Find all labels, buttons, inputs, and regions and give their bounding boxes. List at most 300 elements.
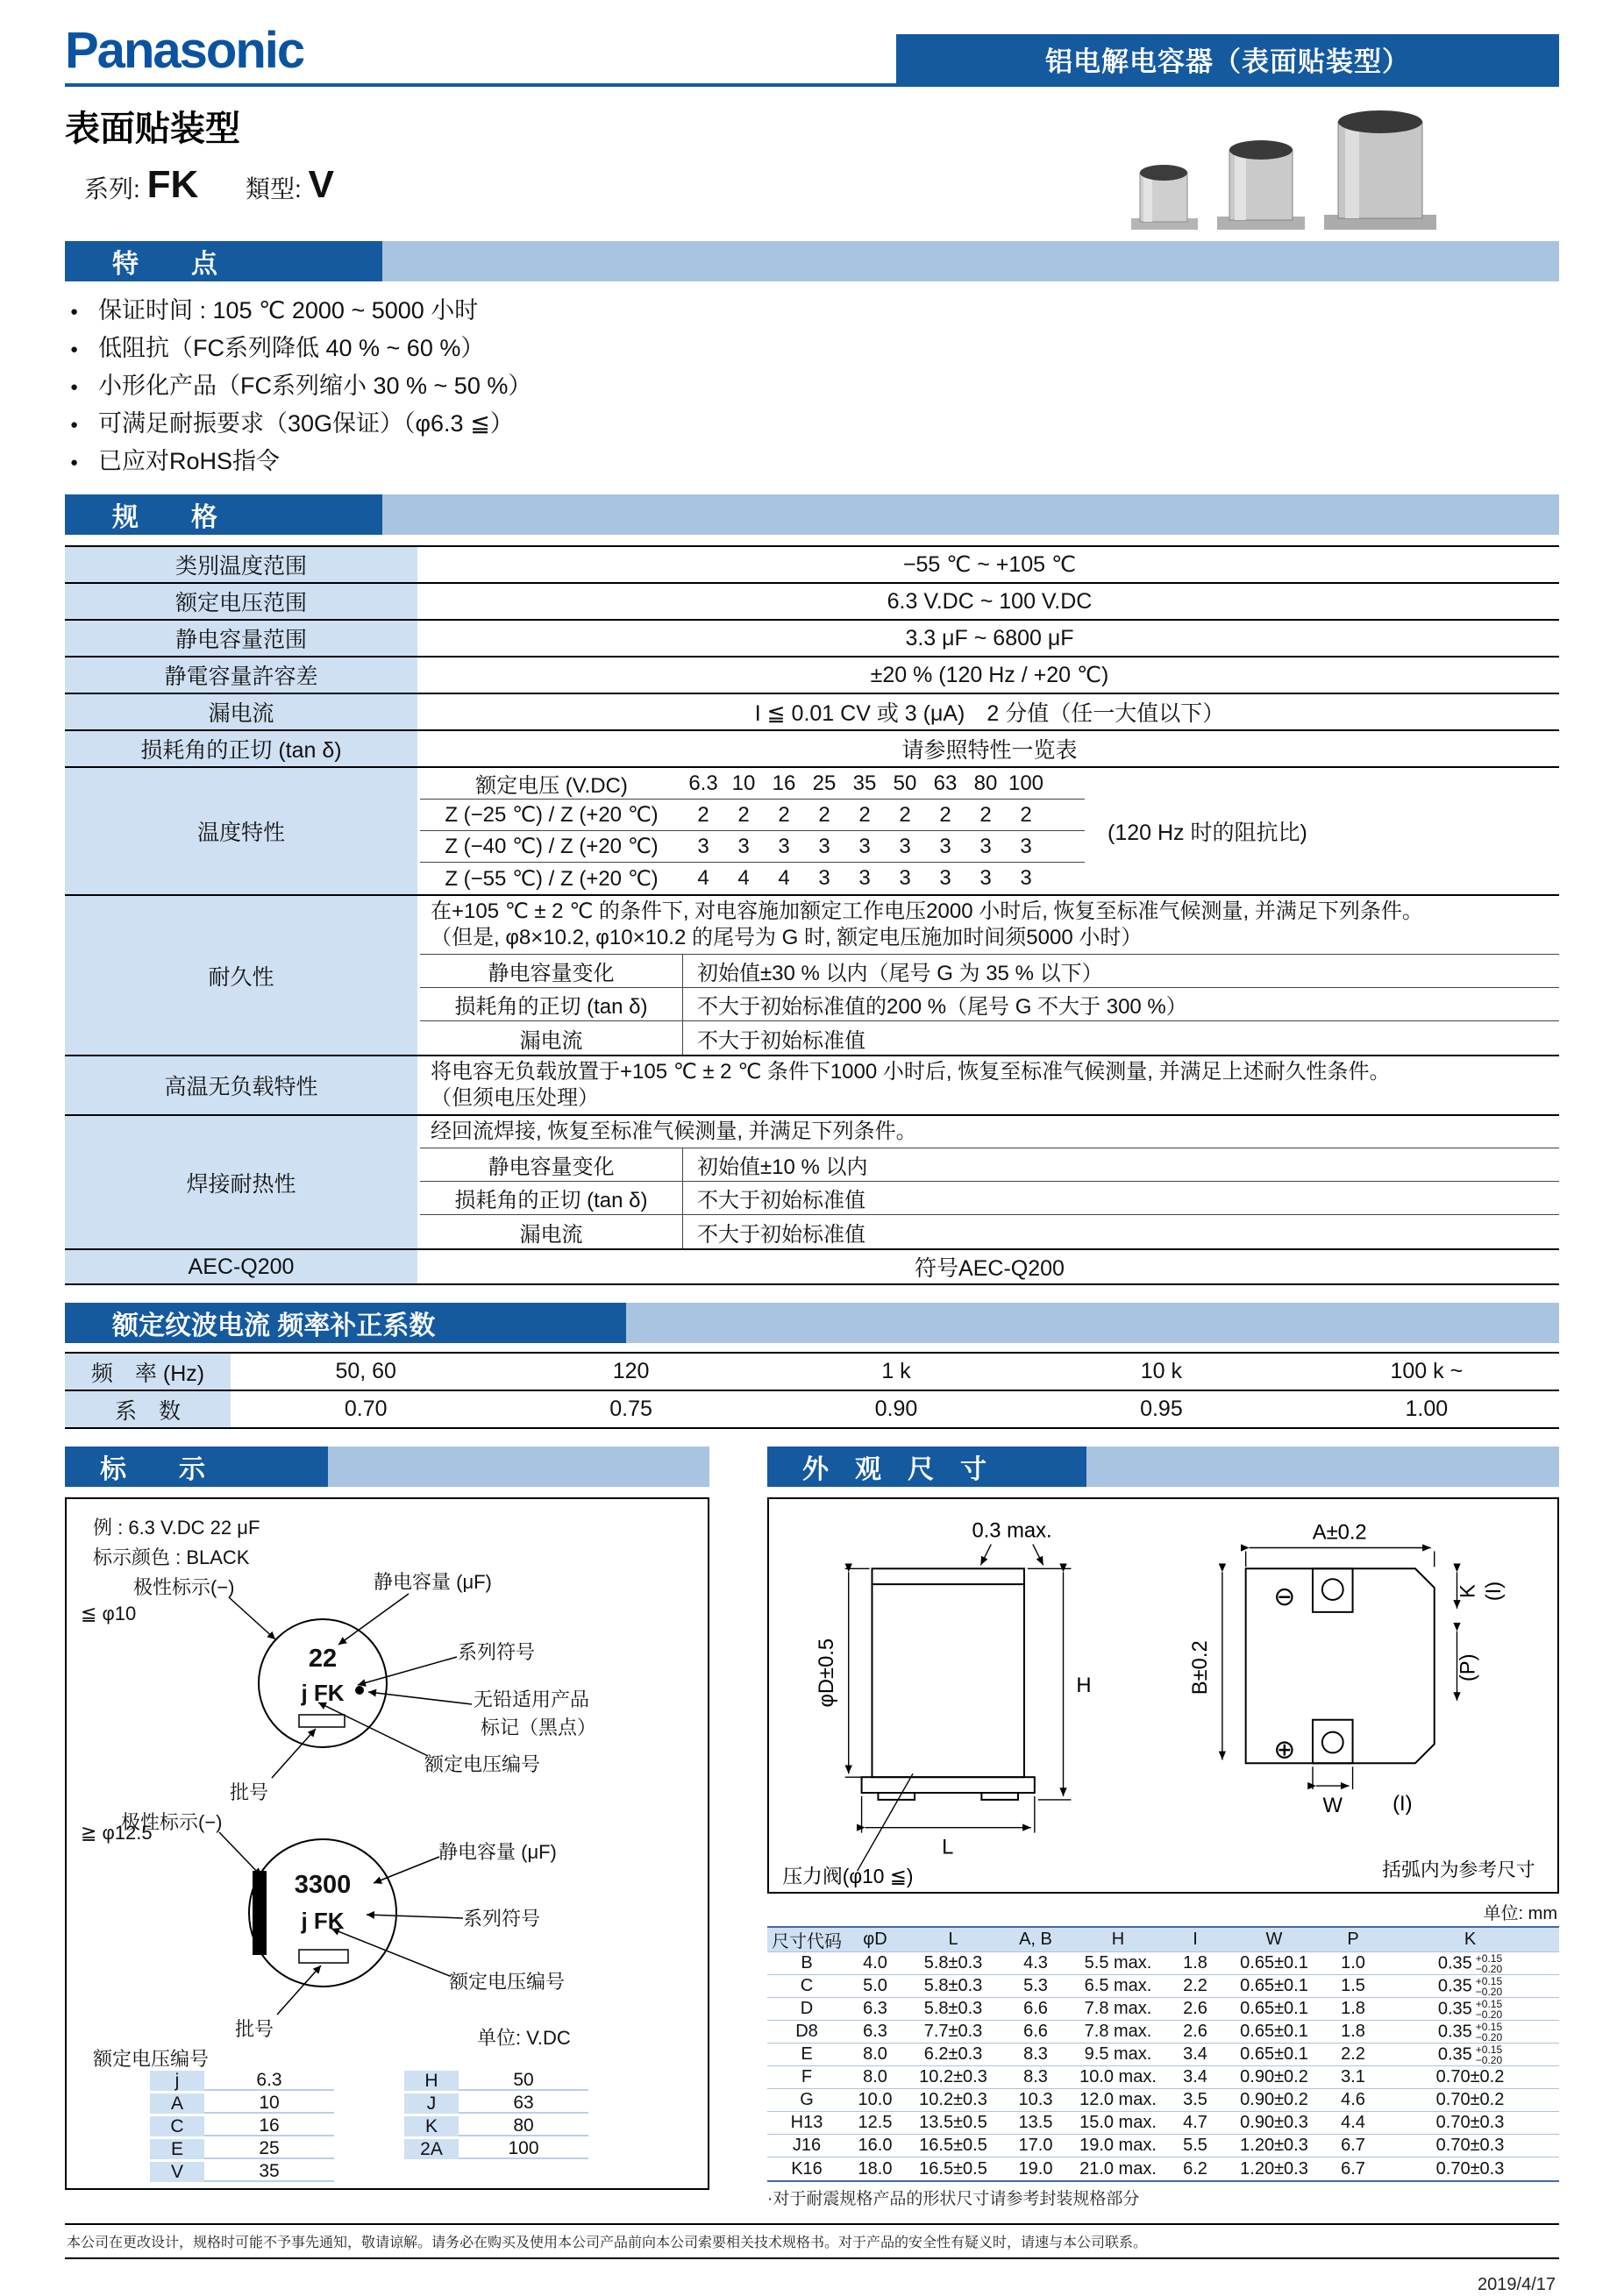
feature-item: ● 已应对RoHS指令 bbox=[68, 443, 1559, 480]
table-cell: L bbox=[948, 1930, 958, 1949]
table-cell: 额定电压 (V.DC) bbox=[475, 774, 628, 798]
table-cell: 4.6 bbox=[1341, 2090, 1365, 2109]
page-title: 表面贴装型 bbox=[65, 110, 240, 148]
ripple-bar-extension bbox=[626, 1303, 1559, 1343]
table-cell: 12.5 bbox=[858, 2113, 893, 2132]
table-cell: J bbox=[404, 2093, 459, 2114]
table-cell: 10 bbox=[204, 2093, 334, 2114]
table-cell: 3 bbox=[939, 834, 951, 858]
temperature-note: (120 Hz 时的阻抗比) bbox=[1108, 821, 1307, 845]
table-cell: 3 bbox=[1020, 866, 1032, 890]
large-size-label: ≧ φ12.5 bbox=[81, 1822, 153, 1844]
feature-item: ● 保证时间 : 105 ℃ 2000 ~ 5000 小时 bbox=[68, 292, 1559, 330]
pressure-valve-label: 压力阀(φ10 ≦) bbox=[782, 1865, 914, 1888]
table-cell: 6.3 bbox=[863, 2022, 887, 2041]
durability-content bbox=[420, 896, 1559, 1055]
spec-row-tolerance bbox=[65, 658, 1559, 694]
table-cell: J16 bbox=[792, 2136, 822, 2155]
sub-label: 漏电流 bbox=[420, 1215, 683, 1248]
table-row bbox=[767, 1928, 1559, 1952]
table-cell: 2 bbox=[979, 802, 992, 827]
small-capacitance-label: 静电容量 (μF) bbox=[374, 1571, 492, 1593]
marking-box bbox=[65, 1497, 709, 2190]
table-cell: 35 bbox=[204, 2162, 334, 2182]
table-cell: 6.3 bbox=[688, 771, 718, 795]
table-cell: 5.5 bbox=[1183, 2136, 1207, 2155]
table-cell: 3 bbox=[697, 834, 709, 858]
table-cell: 6.3 bbox=[204, 2071, 334, 2091]
soldering-intro: 经回流焊接, 恢复至标准气候测量, 并满足下列条件。 bbox=[420, 1116, 1559, 1148]
durability-intro bbox=[420, 896, 1559, 955]
table-cell: 16.5±0.5 bbox=[919, 2136, 987, 2155]
table-cell: 5.8±0.3 bbox=[923, 1999, 983, 2018]
sub-value: 初始值±10 % 以内 bbox=[697, 1155, 868, 1179]
table-cell: 3 bbox=[939, 866, 951, 890]
table-cell: 15.0 max. bbox=[1079, 2113, 1157, 2132]
table-row bbox=[150, 2093, 334, 2114]
voltage-code-table-right bbox=[404, 2071, 588, 2162]
spec-value: I ≦ 0.01 CV 或 3 (μA) 2 分值（任一大值以下） bbox=[754, 701, 1225, 726]
table-cell: 1.00 bbox=[1405, 1397, 1449, 1421]
table-cell: 2 bbox=[858, 802, 871, 827]
table-cell: 50 bbox=[459, 2071, 588, 2091]
table-row bbox=[767, 2089, 1559, 2112]
sub-label: 漏电流 bbox=[420, 1021, 683, 1055]
soldering-content bbox=[420, 1116, 1559, 1248]
table-cell: 0.35 +0.15 −0.20 bbox=[1437, 2043, 1503, 2066]
marking-color: 标示颜色 : BLACK bbox=[93, 1546, 250, 1568]
large-lot-label: 批号 bbox=[235, 2018, 274, 2040]
table-cell: 6.6 bbox=[1023, 2022, 1048, 2041]
table-cell: 16 bbox=[204, 2116, 334, 2136]
table-cell: 0.65±0.1 bbox=[1240, 1976, 1308, 1995]
small-series-symbol-label: 系列符号 bbox=[458, 1641, 536, 1663]
table-cell: 1.8 bbox=[1341, 2022, 1365, 2041]
table-row bbox=[65, 1391, 1559, 1429]
leadfree-label-line2: 标记（黑点） bbox=[481, 1717, 597, 1738]
table-cell: 0.65±0.1 bbox=[1240, 2044, 1308, 2064]
table-cell: 10.0 max. bbox=[1079, 2067, 1157, 2086]
high-temp-line1: 将电容无负载放置于+105 ℃ ± 2 ℃ 条件下1000 小时后, 恢复至标准气候测量, 并满足上述耐久性条件。 bbox=[431, 1060, 1391, 1084]
table-cell: 1.5 bbox=[1341, 1976, 1365, 1995]
table-row bbox=[767, 2044, 1559, 2066]
table-cell: 9.5 max. bbox=[1084, 2044, 1152, 2064]
table-cell: 3 bbox=[1020, 834, 1032, 858]
table-cell: 18.0 bbox=[858, 2158, 893, 2179]
table-cell: 100 k ~ bbox=[1390, 1359, 1464, 1383]
table-row bbox=[767, 2135, 1559, 2157]
table-cell: 1.0 bbox=[1341, 1953, 1365, 1973]
table-cell: 尺寸代码 bbox=[772, 1932, 842, 1951]
table-cell: j bbox=[150, 2071, 204, 2091]
panasonic-logo: Panasonic bbox=[65, 22, 304, 79]
table-cell: 8.3 bbox=[1023, 2067, 1048, 2086]
table-cell: 4.0 bbox=[863, 1953, 887, 1973]
table-cell: 17.0 bbox=[1018, 2136, 1053, 2155]
table-cell: 2 bbox=[1020, 802, 1032, 827]
spec-value: 符号AEC-Q200 bbox=[915, 1256, 1065, 1281]
table-cell: 3 bbox=[899, 834, 911, 858]
spec-label: 耐久性 bbox=[65, 896, 420, 1055]
dimension-table bbox=[767, 1926, 1559, 2182]
sub-label: 损耗角的正切 (tan δ) bbox=[420, 1182, 683, 1214]
voltage-code-table-left bbox=[150, 2071, 334, 2185]
dim-label-l: L bbox=[942, 1835, 954, 1859]
table-cell: 5.8±0.3 bbox=[923, 1976, 983, 1995]
table-cell: 2 bbox=[939, 802, 951, 827]
table-cell: 3 bbox=[818, 834, 830, 858]
table-cell: 2.2 bbox=[1341, 2044, 1365, 2064]
dim-label-p: (P) bbox=[1456, 1653, 1480, 1682]
table-cell: 2 bbox=[697, 802, 709, 827]
spec-label: 温度特性 bbox=[65, 768, 420, 894]
table-cell: D8 bbox=[795, 2022, 818, 2041]
table-cell: 80 bbox=[973, 771, 998, 795]
table-cell: 3.4 bbox=[1183, 2067, 1207, 2086]
table-cell: 0.35 +0.15 −0.20 bbox=[1437, 1997, 1503, 2021]
table-cell: K16 bbox=[791, 2158, 823, 2179]
table-cell: 3 bbox=[818, 866, 830, 890]
table-cell: E bbox=[801, 2044, 813, 2064]
table-cell: 频 率 (Hz) bbox=[65, 1354, 233, 1390]
dim-label-i-bottom: (I) bbox=[1393, 1791, 1413, 1816]
section-header-dimensions bbox=[767, 1447, 1559, 1487]
table-row bbox=[150, 2116, 334, 2136]
table-cell: K bbox=[404, 2116, 459, 2136]
table-cell: K bbox=[1464, 1930, 1477, 1949]
table-cell: 0.90±0.2 bbox=[1240, 2090, 1308, 2109]
spec-label: 静电容量范围 bbox=[65, 621, 420, 656]
table-cell: H bbox=[1111, 1930, 1125, 1949]
dim-label-b: B±0.2 bbox=[1188, 1640, 1213, 1695]
table-cell: 6.7 bbox=[1341, 2136, 1365, 2155]
ripple-title: 额定纹波电流 频率补正系数 bbox=[65, 1303, 626, 1343]
table-cell: φD bbox=[863, 1930, 887, 1949]
table-cell: 2.6 bbox=[1183, 2022, 1207, 2041]
table-cell: 50 bbox=[893, 771, 917, 795]
table-cell: 19.0 max. bbox=[1079, 2136, 1157, 2155]
page-footer bbox=[65, 2223, 1559, 2295]
temperature-content bbox=[420, 768, 1559, 894]
table-cell: 系 数 bbox=[65, 1391, 233, 1427]
marking-bar-extension bbox=[328, 1447, 709, 1487]
table-cell: 2.2 bbox=[1183, 1976, 1207, 1995]
plus-terminal-icon: ⊕ bbox=[1273, 1735, 1296, 1765]
section-header-ripple bbox=[65, 1303, 1559, 1343]
table-cell: 6.2±0.3 bbox=[923, 2044, 983, 2064]
table-cell: C bbox=[150, 2116, 204, 2136]
table-cell: 4.3 bbox=[1023, 1953, 1048, 1973]
table-cell: 4 bbox=[697, 866, 709, 890]
table-cell: V bbox=[150, 2162, 204, 2182]
dimensions-section bbox=[767, 1447, 1559, 2209]
table-cell: 2.6 bbox=[1183, 1999, 1207, 2018]
table-cell: 5.8±0.3 bbox=[923, 1953, 983, 1973]
table-cell: 8.3 bbox=[1023, 2044, 1048, 2064]
dim-label-h: H bbox=[1076, 1674, 1092, 1698]
table-cell: 1.8 bbox=[1341, 1999, 1365, 2018]
table-cell: 4.4 bbox=[1341, 2113, 1365, 2132]
table-cell: 13.5 bbox=[1018, 2113, 1053, 2132]
spec-label: 类別温度范围 bbox=[65, 547, 420, 582]
table-cell: 0.65±0.1 bbox=[1240, 1953, 1308, 1973]
spec-label: 焊接耐热性 bbox=[65, 1116, 420, 1248]
marking-section bbox=[65, 1447, 709, 2209]
dimensions-unit-label: 单位: mm bbox=[1483, 1904, 1557, 1923]
table-cell: 80 bbox=[459, 2116, 588, 2136]
table-row bbox=[404, 2071, 588, 2091]
spec-label: 额定电压范围 bbox=[65, 584, 420, 619]
dim-label-w: W bbox=[1322, 1793, 1343, 1817]
voltage-code-table-title: 额定电压编号 bbox=[93, 2048, 210, 2070]
table-row bbox=[767, 2066, 1559, 2089]
spec-row-soldering bbox=[65, 1116, 1559, 1250]
spec-value: 请参照特性一览表 bbox=[901, 738, 1078, 763]
table-row bbox=[65, 1354, 1559, 1391]
table-cell: 2 bbox=[737, 802, 750, 827]
table-cell: 7.7±0.3 bbox=[923, 2022, 983, 2041]
table-cell: 0.90±0.3 bbox=[1240, 2113, 1308, 2132]
sub-value: 不大于初始标准值的200 %（尾号 G 不大于 300 %） bbox=[697, 995, 1187, 1019]
table-cell: 0.95 bbox=[1140, 1397, 1183, 1421]
spec-row-high-temp bbox=[65, 1056, 1559, 1116]
table-cell: 35 bbox=[852, 771, 877, 795]
table-cell: 5.3 bbox=[1023, 1976, 1048, 1995]
table-cell: 16 bbox=[772, 771, 796, 795]
table-cell: 25 bbox=[812, 771, 837, 795]
specs-bar-extension bbox=[382, 494, 1559, 535]
dimensions-bar-extension bbox=[1086, 1447, 1559, 1487]
table-cell: 0.90 bbox=[874, 1397, 918, 1421]
large-series-code: j FK bbox=[301, 1908, 345, 1934]
table-cell: 2 bbox=[778, 802, 790, 827]
spec-label: 损耗角的正切 (tan δ) bbox=[65, 731, 420, 766]
durability-sub-row bbox=[420, 955, 1559, 988]
spec-row-leakage bbox=[65, 694, 1559, 731]
disclaimer-text: 本公司在更改设计，规格时可能不予事先通知，敬请谅解。请务必在购买及使用本公司产品前向本公司索要相关技术规格书。对于产品的安全性有疑义时，请速与本公司联系。 bbox=[65, 2223, 1559, 2259]
spec-row-durability bbox=[65, 896, 1559, 1056]
table-cell: 10.2±0.3 bbox=[919, 2067, 987, 2086]
spec-table bbox=[65, 545, 1559, 1285]
sub-value: 不大于初始标准值 bbox=[697, 1028, 865, 1053]
table-cell: 0.70±0.3 bbox=[1435, 2158, 1505, 2179]
durability-intro-line1: 在+105 ℃ ± 2 ℃ 的条件下, 对电容施加额定工作电压2000 小时后, 恢复至标准气候测量, 并满足下列条件。 bbox=[431, 899, 1423, 923]
table-cell: 2 bbox=[899, 802, 911, 827]
table-cell: 10 bbox=[731, 771, 756, 795]
spec-row-tan-delta bbox=[65, 731, 1559, 768]
table-cell: I bbox=[1193, 1930, 1198, 1949]
feature-list bbox=[68, 292, 1559, 480]
table-cell: 0.70±0.3 bbox=[1435, 2113, 1505, 2132]
table-cell: 25 bbox=[204, 2139, 334, 2159]
table-cell: 5.5 max. bbox=[1084, 1953, 1152, 1973]
leadfree-label-line1: 无铅适用产品 bbox=[474, 1688, 590, 1710]
table-cell: H13 bbox=[790, 2113, 823, 2132]
large-voltage-code-label: 额定电压编号 bbox=[449, 1971, 566, 1993]
table-cell: 1.20±0.3 bbox=[1240, 2136, 1308, 2155]
table-row bbox=[420, 831, 1085, 863]
table-cell: 63 bbox=[459, 2093, 588, 2114]
table-cell: C bbox=[800, 1976, 814, 1995]
table-cell: 6.7 bbox=[1341, 2158, 1365, 2179]
table-cell: 0.70±0.3 bbox=[1435, 2136, 1505, 2155]
voltage-unit-label: 单位: V.DC bbox=[477, 2027, 571, 2049]
table-cell: 100 bbox=[459, 2139, 588, 2159]
table-cell: 19.0 bbox=[1018, 2158, 1053, 2179]
table-row bbox=[767, 2021, 1559, 2044]
title-block bbox=[65, 101, 1559, 232]
table-cell: 3 bbox=[979, 834, 992, 858]
table-cell: 50, 60 bbox=[335, 1359, 396, 1383]
table-cell: P bbox=[1347, 1930, 1359, 1949]
table-cell: 0.70±0.2 bbox=[1435, 2090, 1505, 2109]
dim-label-a: A±0.2 bbox=[1312, 1520, 1367, 1545]
table-cell: A, B bbox=[1019, 1930, 1052, 1949]
table-cell: 0.65±0.1 bbox=[1240, 2022, 1308, 2041]
section-header-specs bbox=[65, 494, 1559, 535]
table-cell: 8.0 bbox=[863, 2044, 887, 2064]
header-banner: 铝电解电容器（表面贴装型） bbox=[896, 34, 1559, 83]
table-cell: 2A bbox=[404, 2139, 459, 2159]
durability-sub-row bbox=[420, 988, 1559, 1021]
table-row bbox=[767, 1998, 1559, 2021]
spec-row-temp-range bbox=[65, 547, 1559, 584]
section-header-marking bbox=[65, 1447, 709, 1487]
table-cell: A bbox=[150, 2093, 204, 2114]
table-cell: 1.20±0.3 bbox=[1240, 2158, 1308, 2179]
table-cell: 0.70±0.2 bbox=[1435, 2067, 1505, 2086]
table-cell: 120 bbox=[612, 1359, 650, 1383]
table-cell: 4 bbox=[778, 866, 790, 890]
marking-title: 标 示 bbox=[65, 1447, 328, 1487]
dimension-table-note: ·对于耐震规格产品的形状尺寸请参考封装规格部分 bbox=[767, 2190, 1140, 2208]
table-cell: Z (−40 ℃) / Z (+20 ℃) bbox=[445, 835, 659, 858]
series-value: FK bbox=[146, 163, 199, 206]
sub-label: 静电容量变化 bbox=[420, 955, 683, 987]
table-cell: 0.75 bbox=[609, 1397, 652, 1421]
table-cell: 7.8 max. bbox=[1084, 1999, 1152, 2018]
feature-item: ● 可满足耐振要求（30G保证）（φ6.3 ≦） bbox=[68, 405, 1559, 443]
table-cell: 0.65±0.1 bbox=[1240, 1999, 1308, 2018]
table-row bbox=[420, 800, 1085, 831]
sub-value: 不大于初始标准值 bbox=[697, 1222, 865, 1247]
table-cell: D bbox=[800, 1999, 814, 2018]
table-cell: 6.6 bbox=[1023, 1999, 1048, 2018]
table-cell: G bbox=[800, 2090, 814, 2109]
dimension-drawing-box bbox=[767, 1497, 1559, 1894]
table-cell: 3 bbox=[858, 834, 871, 858]
table-cell: W bbox=[1265, 1930, 1283, 1949]
durability-sub-row bbox=[420, 1021, 1559, 1055]
sub-value: 初始值±30 % 以内（尾号 G 为 35 % 以下） bbox=[697, 962, 1103, 985]
sub-label: 静电容量变化 bbox=[420, 1148, 683, 1181]
table-row bbox=[150, 2071, 334, 2091]
small-size-label: ≦ φ10 bbox=[81, 1603, 137, 1624]
spec-label: 高温无负载特性 bbox=[65, 1056, 420, 1114]
table-cell: 10.2±0.3 bbox=[919, 2090, 987, 2109]
table-cell: B bbox=[801, 1953, 813, 1973]
dim-label-i-top: (I) bbox=[1482, 1581, 1506, 1602]
table-cell: 4 bbox=[737, 866, 750, 890]
table-cell: 0.90±0.2 bbox=[1240, 2067, 1308, 2086]
capacitor-photos-icon bbox=[1124, 96, 1457, 249]
small-voltage-code-label: 额定电压编号 bbox=[424, 1753, 541, 1775]
table-cell: 16.5±0.5 bbox=[919, 2158, 987, 2179]
spec-label: 漏电流 bbox=[65, 694, 420, 729]
table-cell: H bbox=[404, 2071, 459, 2091]
table-cell: 3.5 bbox=[1183, 2090, 1207, 2109]
table-row bbox=[420, 768, 1085, 800]
type-value: V bbox=[308, 163, 334, 206]
table-cell: Z (−55 ℃) / Z (+20 ℃) bbox=[445, 866, 659, 891]
table-row bbox=[150, 2139, 334, 2159]
table-cell: 3 bbox=[778, 834, 790, 858]
spec-value: −55 ℃ ~ +105 ℃ bbox=[902, 552, 1077, 577]
spec-label: 静電容量許容差 bbox=[65, 658, 420, 693]
page-header bbox=[65, 0, 1559, 87]
table-cell: 6.5 max. bbox=[1084, 1976, 1152, 1995]
document-date: 2019/4/17 bbox=[1478, 2275, 1556, 2294]
small-series-code: j FK bbox=[301, 1680, 345, 1706]
soldering-sub-row bbox=[420, 1182, 1559, 1215]
table-row bbox=[404, 2116, 588, 2136]
table-cell: 3 bbox=[858, 866, 871, 890]
type-label: 類型: bbox=[246, 175, 302, 203]
large-polarity-label: 极性标示(−) bbox=[121, 1811, 223, 1833]
table-cell: 1 k bbox=[881, 1359, 911, 1383]
table-cell: 6.2 bbox=[1183, 2158, 1207, 2179]
spec-row-temperature bbox=[65, 768, 1559, 896]
small-cap-value: 22 bbox=[308, 1645, 338, 1673]
table-cell: 8.0 bbox=[863, 2067, 887, 2086]
table-cell: 13.5±0.5 bbox=[919, 2113, 987, 2132]
specs-title: 规 格 bbox=[65, 494, 382, 535]
small-polarity-label: 极性标示(−) bbox=[133, 1576, 235, 1598]
table-cell: 1.8 bbox=[1183, 1953, 1207, 1973]
bottom-section bbox=[65, 1447, 1559, 2209]
sub-value: 不大于初始标准值 bbox=[697, 1189, 865, 1212]
table-cell: 100 bbox=[1008, 771, 1044, 795]
table-cell: 3 bbox=[899, 866, 911, 890]
table-cell: 2 bbox=[818, 802, 830, 827]
series-label: 系列: bbox=[84, 175, 140, 203]
table-row bbox=[404, 2139, 588, 2159]
durability-intro-line2: （但是, φ8×10.2, φ10×10.2 的尾号为 G 时, 额定电压施加时间须5000 小时） bbox=[431, 926, 1143, 949]
table-cell: 4.7 bbox=[1183, 2113, 1207, 2132]
table-cell: 10.0 bbox=[858, 2090, 893, 2109]
table-cell: 0.70 bbox=[344, 1397, 388, 1421]
soldering-sub-row bbox=[420, 1148, 1559, 1182]
feature-item: ● 小形化产品（FC系列缩小 30 % ~ 50 %） bbox=[68, 367, 1559, 405]
table-row bbox=[767, 2157, 1559, 2180]
table-cell: 3 bbox=[737, 834, 750, 858]
high-temp-content bbox=[420, 1056, 1559, 1114]
table-cell: 0.35 +0.15 −0.20 bbox=[1437, 1951, 1503, 1975]
temperature-table bbox=[420, 768, 1085, 894]
soldering-sub-row bbox=[420, 1215, 1559, 1248]
table-cell: 3.4 bbox=[1183, 2044, 1207, 2064]
spec-row-voltage-range bbox=[65, 584, 1559, 621]
marking-example: 例 : 6.3 V.DC 22 μF bbox=[93, 1517, 260, 1539]
features-title: 特 点 bbox=[65, 241, 382, 281]
spec-value: 3.3 μF ~ 6800 μF bbox=[905, 625, 1074, 650]
table-cell: 3 bbox=[979, 866, 992, 890]
feature-item: ● 低阻抗（FC系列降低 40 % ~ 60 %） bbox=[68, 330, 1559, 367]
table-row bbox=[420, 863, 1085, 894]
large-cap-value: 3300 bbox=[294, 1871, 352, 1899]
table-cell: 21.0 max. bbox=[1079, 2158, 1157, 2179]
table-cell: 12.0 max. bbox=[1079, 2090, 1157, 2109]
